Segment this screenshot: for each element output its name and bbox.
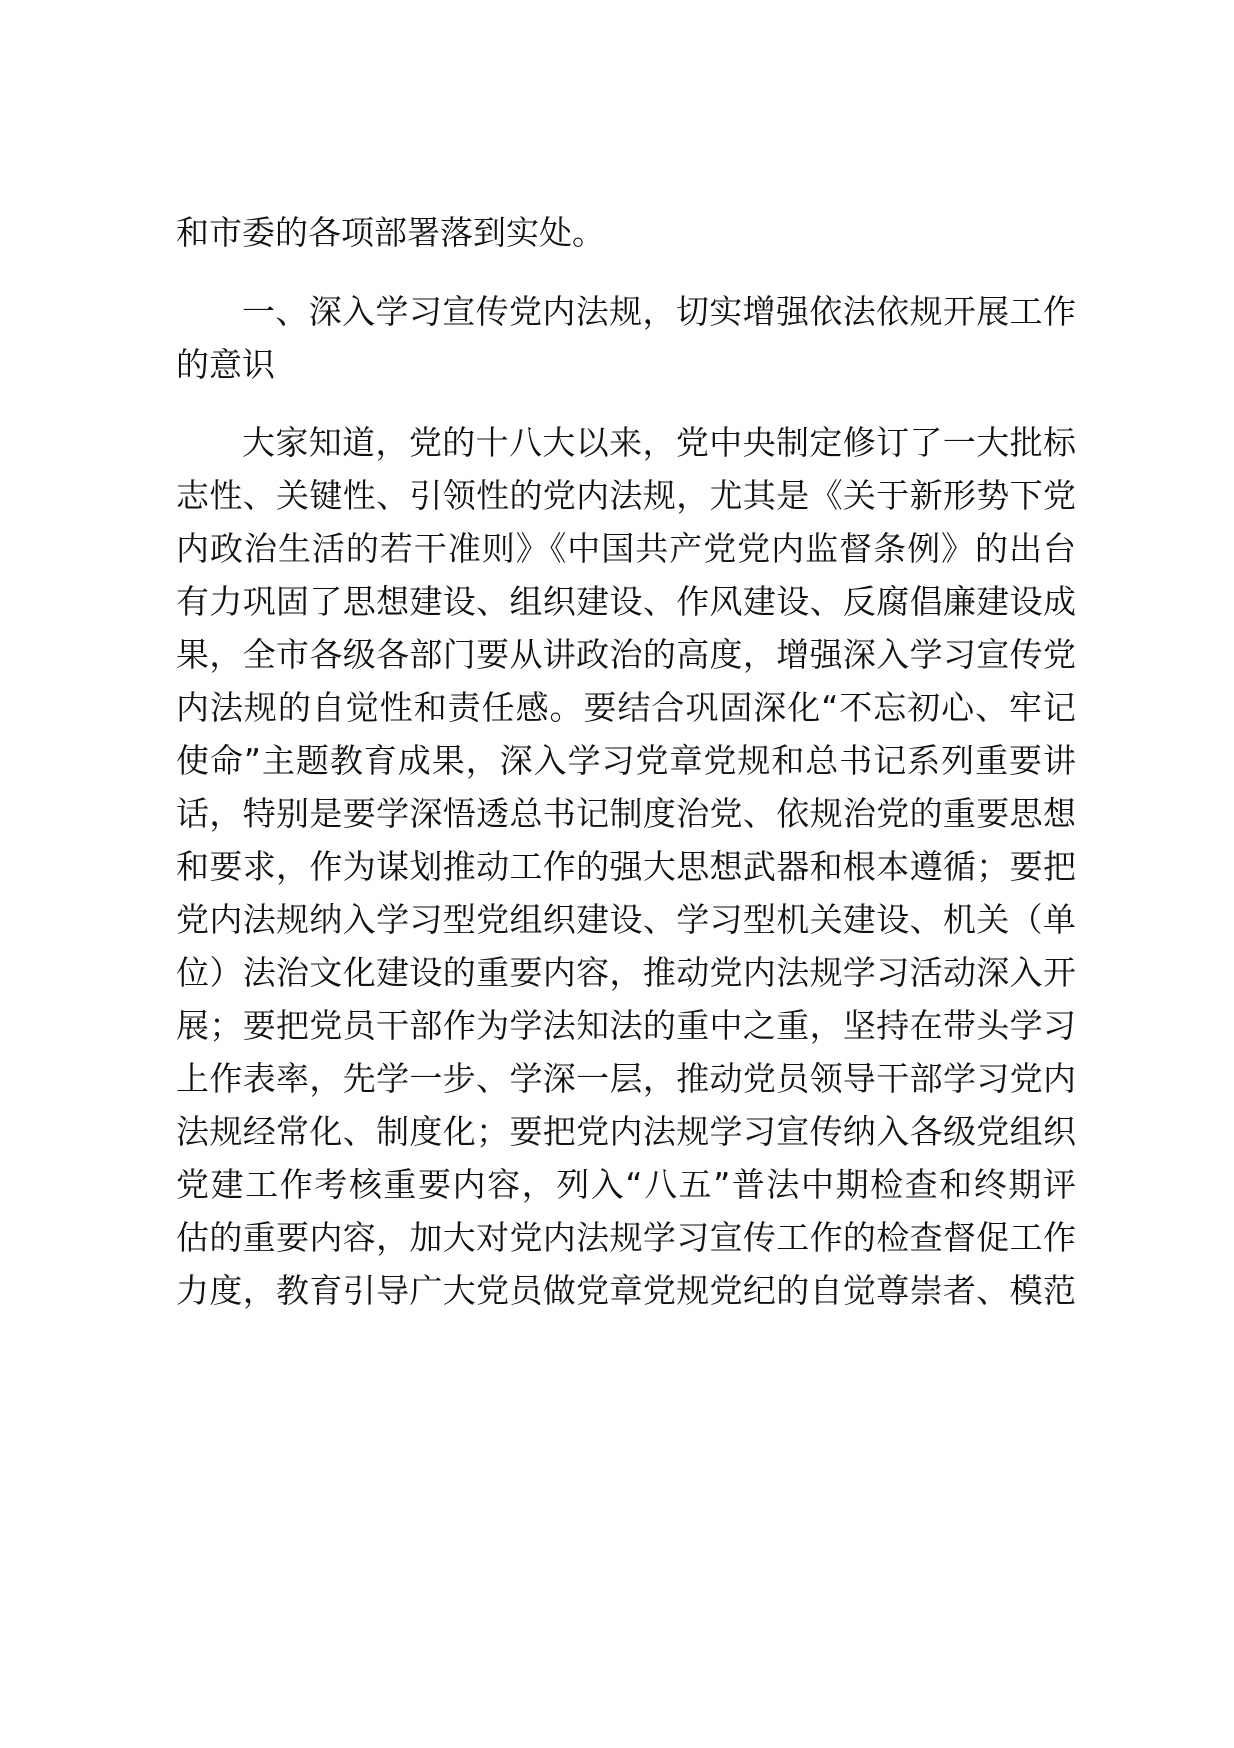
- body-line-6: 内法规的自觉性和责任感。要结合巩固深化“不忘初心、牢记: [176, 688, 1076, 727]
- body-line-7: 使命”主题教育成果，深入学习党章党规和总书记系列重要讲: [176, 741, 1076, 780]
- body-line-17: 力度，教育引导广大党员做党章党规党纪的自觉尊崇者、模范: [176, 1271, 1076, 1310]
- body-line-13: 上作表率，先学一步、学深一层，推动党员领导干部学习党内: [176, 1059, 1076, 1098]
- intro-line-1: 和市委的各项部署落到实处。: [176, 213, 605, 252]
- body-line-15: 党建工作考核重要内容，列入“八五”普法中期检查和终期评: [176, 1165, 1076, 1204]
- body-line-16: 估的重要内容，加大对党内法规学习宣传工作的检查督促工作: [176, 1218, 1076, 1257]
- section-heading-line-1: 一、深入学习宣传党内法规，切实增强依法依规开展工作: [242, 292, 1076, 331]
- body-line-9: 和要求，作为谋划推动工作的强大思想武器和根本遵循；要把: [176, 847, 1076, 886]
- body-line-4: 有力巩固了思想建设、组织建设、作风建设、反腐倡廉建设成: [176, 582, 1076, 621]
- body-line-2: 志性、关键性、引领性的党内法规，尤其是《关于新形势下党: [176, 476, 1076, 515]
- body-line-8: 话，特别是要学深悟透总书记制度治党、依规治党的重要思想: [176, 794, 1076, 833]
- body-line-5: 果，全市各级各部门要从讲政治的高度，增强深入学习宣传党: [176, 635, 1076, 674]
- body-line-1: 大家知道，党的十八大以来，党中央制定修订了一大批标: [242, 423, 1076, 462]
- body-line-3: 内政治生活的若干准则》《中国共产党党内监督条例》的出台: [176, 529, 1076, 568]
- body-line-10: 党内法规纳入学习型党组织建设、学习型机关建设、机关（单: [176, 900, 1076, 939]
- body-line-11: 位）法治文化建设的重要内容，推动党内法规学习活动深入开: [176, 953, 1076, 992]
- body-line-14: 法规经常化、制度化；要把党内法规学习宣传纳入各级党组织: [176, 1112, 1076, 1151]
- section-heading-line-2: 的意识: [176, 345, 275, 384]
- body-line-12: 展；要把党员干部作为学法知法的重中之重，坚持在带头学习: [176, 1006, 1076, 1045]
